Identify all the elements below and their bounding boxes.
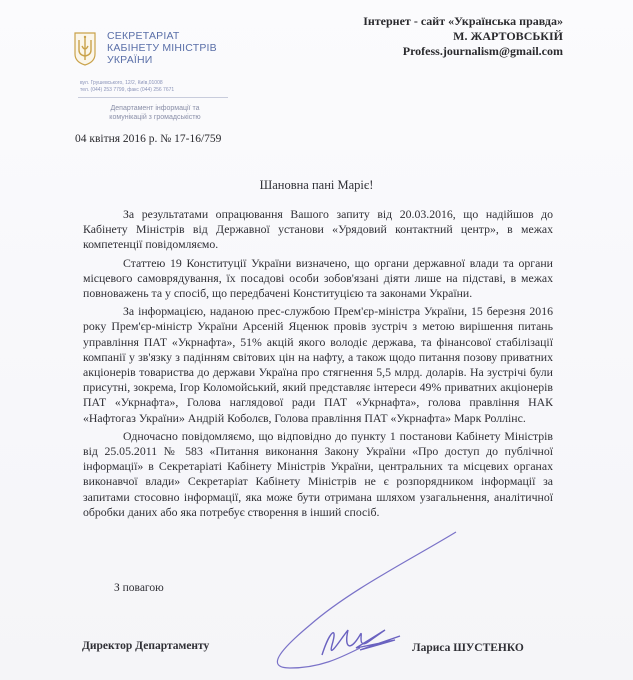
recipient-name: М. ЖАРТОВСЬКІЙ	[453, 29, 563, 43]
organization-name	[107, 30, 217, 66]
department-line: комунікацій з громадськістю	[109, 114, 201, 121]
document-reference: 04 квітня 2016 р. № 17-16/759	[75, 133, 222, 145]
department-name	[90, 104, 220, 122]
body-paragraph: Статтею 19 Конституції України визначено, що органи державної влади та органи місцевого самоврядування, їх посадові особи зобов'язані діяти лише на підставі, в межах повноважень та у спосіб, що передбачені Конституцією та законами України.	[83, 255, 553, 301]
recipient-block	[363, 14, 563, 59]
letter-body	[83, 207, 553, 523]
recipient-outlet: Інтернет - сайт «Українська правда»	[363, 14, 563, 28]
ukraine-trident-emblem-icon	[74, 32, 96, 66]
address-line: вул. Грушевського, 12/2, Київ,01008	[80, 80, 163, 86]
body-paragraph: За результатами опрацювання Вашого запиту від 20.03.2016, що надійшов до Кабінету Міністрів від Державної установи «Урядовий контактний центр», в межах компетенції повідомляємо.	[83, 207, 553, 252]
org-name-line: КАБІНЕТУ МІНІСТРІВ	[107, 42, 217, 54]
org-name-line: СЕКРЕТАРІАТ	[107, 30, 180, 42]
org-address	[80, 80, 174, 94]
letterhead-divider	[78, 97, 228, 98]
signatory-name: Лариса ШУСТЕНКО	[412, 642, 524, 654]
closing: З повагою	[114, 582, 164, 594]
recipient-email: Profess.journalism@gmail.com	[402, 44, 563, 58]
salutation: Шановна пані Маріє!	[259, 178, 374, 192]
body-paragraph: За інформацією, наданою прес-службою Прем'єр-міністра України, 15 березня 2016 року Прем'єр-міністр України Арсеній Яценюк провів зустріч з метою вирішення питань управління ПАТ «Укрнафта», 51% акцій якого володіє держава, та фінансової стабілізації компанії у зв'язку з падінням світових цін на нафту, а також щодо питання позову приватних акціонерів товариства до держави Україна про стягнення 5,5 млрд. доларів. На зустрічі були присутні, зокрема, Ігор Коломойський, який представляє інтереси 49% приватних акціонерів ПАТ «Укрнафта», Голова наглядової ради ПАТ «Укрнафта», голова правління НАК «Нафтогаз України» Андрій Коболєв, Голова правління ПАТ «Укрнафта» Марк Роллінс.	[83, 304, 553, 425]
address-line: тел. (044) 253 7799, факс (044) 256 7671	[80, 87, 175, 93]
org-name-line: УКРАЇНИ	[107, 54, 153, 66]
signatory-title: Директор Департаменту	[82, 640, 210, 652]
body-paragraph: Одночасно повідомляємо, що відповідно до пункту 1 постанови Кабінету Міністрів від 25.05.2011 № 583 «Питання виконання Закону України «Про доступ до публічної інформації» в Секретаріаті Кабінету Міністрів України, центральних та місцевих органах виконавчої влади» Секретаріат Кабінету Міністрів не є розпорядником інформації за запитами стосовно інформації, яка може бути отримана шляхом узагальнення, аналітичної обробки даних або яка потребує створення в інший спосіб.	[83, 428, 553, 519]
department-line: Департамент інформації та	[110, 105, 200, 112]
